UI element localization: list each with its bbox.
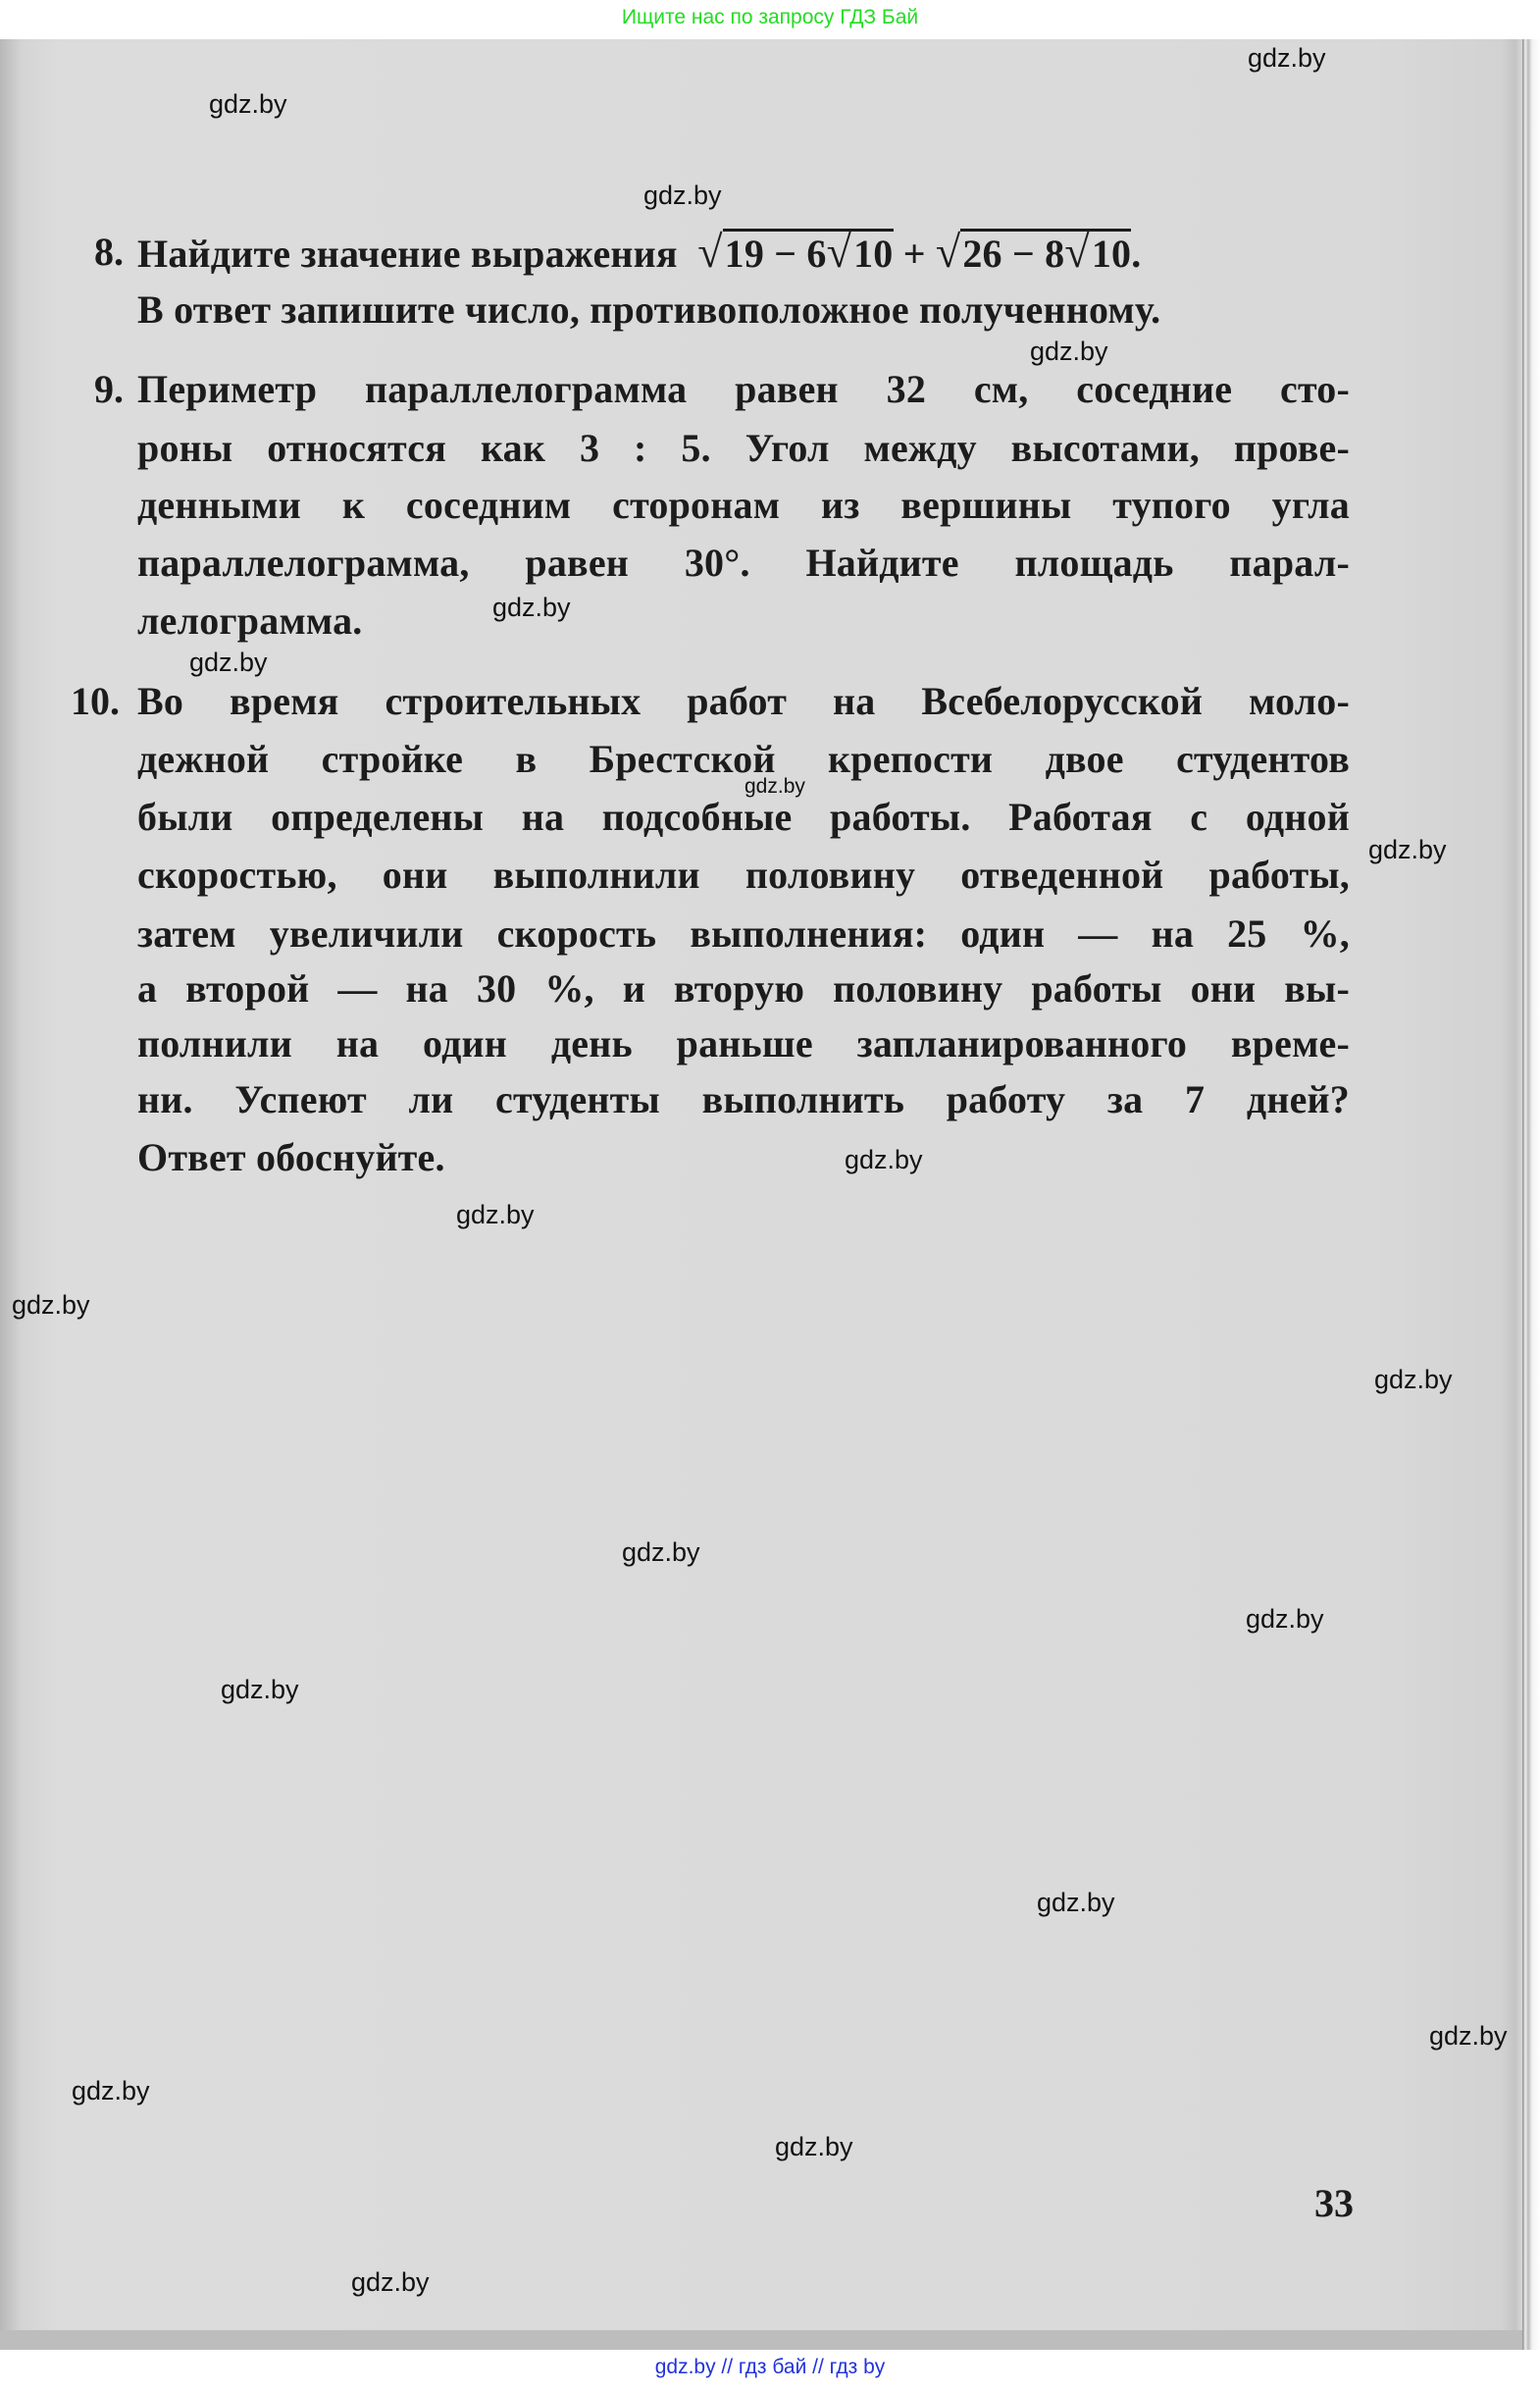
problem-10-line: были определены на подсобные работы. Работая с одной (137, 795, 1350, 839)
problem-10-line: затем увеличили скорость выполнения: один — на 25 %, (137, 911, 1350, 956)
inner-radicand-1: 10 (851, 229, 893, 276)
watermark: gdz.by (209, 89, 287, 119)
footer-links[interactable]: gdz.by // гдз бай // гдз by (654, 2356, 886, 2378)
watermark: gdz.by (622, 1537, 700, 1567)
watermark: gdz.by (643, 181, 722, 210)
problem-8-number: 8. (94, 230, 124, 274)
sqrt-icon: √ (697, 227, 723, 277)
watermark: gdz.by (1429, 2021, 1508, 2051)
page-edge (1522, 39, 1540, 2350)
problem-8-line: В ответ запишите число, противоположное полученному. (137, 287, 1161, 332)
watermark: gdz.by (1368, 835, 1447, 864)
watermark: gdz.by (12, 1290, 90, 1320)
period: . (1131, 232, 1142, 276)
top-banner[interactable]: Ищите нас по запросу ГДЗ Бай (621, 6, 919, 28)
sqrt-icon: √ (826, 227, 852, 277)
page-number: 33 (1314, 2181, 1354, 2225)
problem-10-line: полнили на один день раньше запланированного време- (137, 1021, 1350, 1066)
problem-9-number: 9. (94, 367, 124, 411)
problem-10-line: дежной стройке в Брестской крепости двое студентов (137, 737, 1350, 781)
watermark: gdz.by (744, 775, 805, 798)
problem-10-line: а второй — на 30 %, и вторую половину работы они вы- (137, 966, 1350, 1011)
watermark: gdz.by (456, 1200, 535, 1229)
expression (688, 227, 1142, 277)
problem-9-line: параллелограмма, равен 30°. Найдите площадь парал- (137, 541, 1350, 585)
problem-10-line: ни. Успеют ли студенты выполнить работу за 7 дней? (137, 1077, 1350, 1121)
problem-9-line: Периметр параллелограмма равен 32 см, соседние сто- (137, 367, 1350, 411)
problem-8-line (137, 229, 1350, 278)
watermark: gdz.by (72, 2076, 150, 2105)
radicand-2: 26 − 8 (962, 232, 1065, 276)
watermark: gdz.by (845, 1145, 923, 1174)
watermark: gdz.by (1246, 1604, 1324, 1634)
problem-9-line: роны относятся как 3 : 5. Угол между высотами, прове- (137, 426, 1350, 470)
plus-sign: + (893, 232, 936, 276)
problem-10-line: скоростью, они выполнили половину отведенной работы, (137, 853, 1350, 897)
watermark: gdz.by (1037, 1888, 1115, 1917)
problem-9-line: лелограмма. (137, 598, 363, 643)
page-bottom-edge (0, 2330, 1522, 2350)
watermark: gdz.by (189, 648, 268, 677)
watermark: gdz.by (221, 1675, 299, 1704)
watermark: gdz.by (1248, 43, 1326, 73)
problem-9-line: денными к соседним сторонам из вершины тупого угла (137, 483, 1350, 527)
watermark: gdz.by (492, 593, 571, 622)
watermark: gdz.by (351, 2267, 430, 2297)
sqrt-icon: √ (1064, 227, 1090, 277)
watermark: gdz.by (1030, 337, 1108, 366)
watermark: gdz.by (1374, 1365, 1453, 1394)
problem-10-number: 10. (71, 679, 120, 723)
problem-8-text: Найдите значение выражения (137, 232, 678, 276)
sqrt-icon: √ (935, 227, 961, 277)
problem-10-line: Ответ обоснуйте. (137, 1135, 445, 1179)
problem-10-line: Во время строительных работ на Всебелорусской моло- (137, 679, 1350, 723)
inner-radicand-2: 10 (1090, 229, 1131, 276)
watermark: gdz.by (775, 2132, 853, 2161)
radicand-1: 19 − 6 (724, 232, 827, 276)
